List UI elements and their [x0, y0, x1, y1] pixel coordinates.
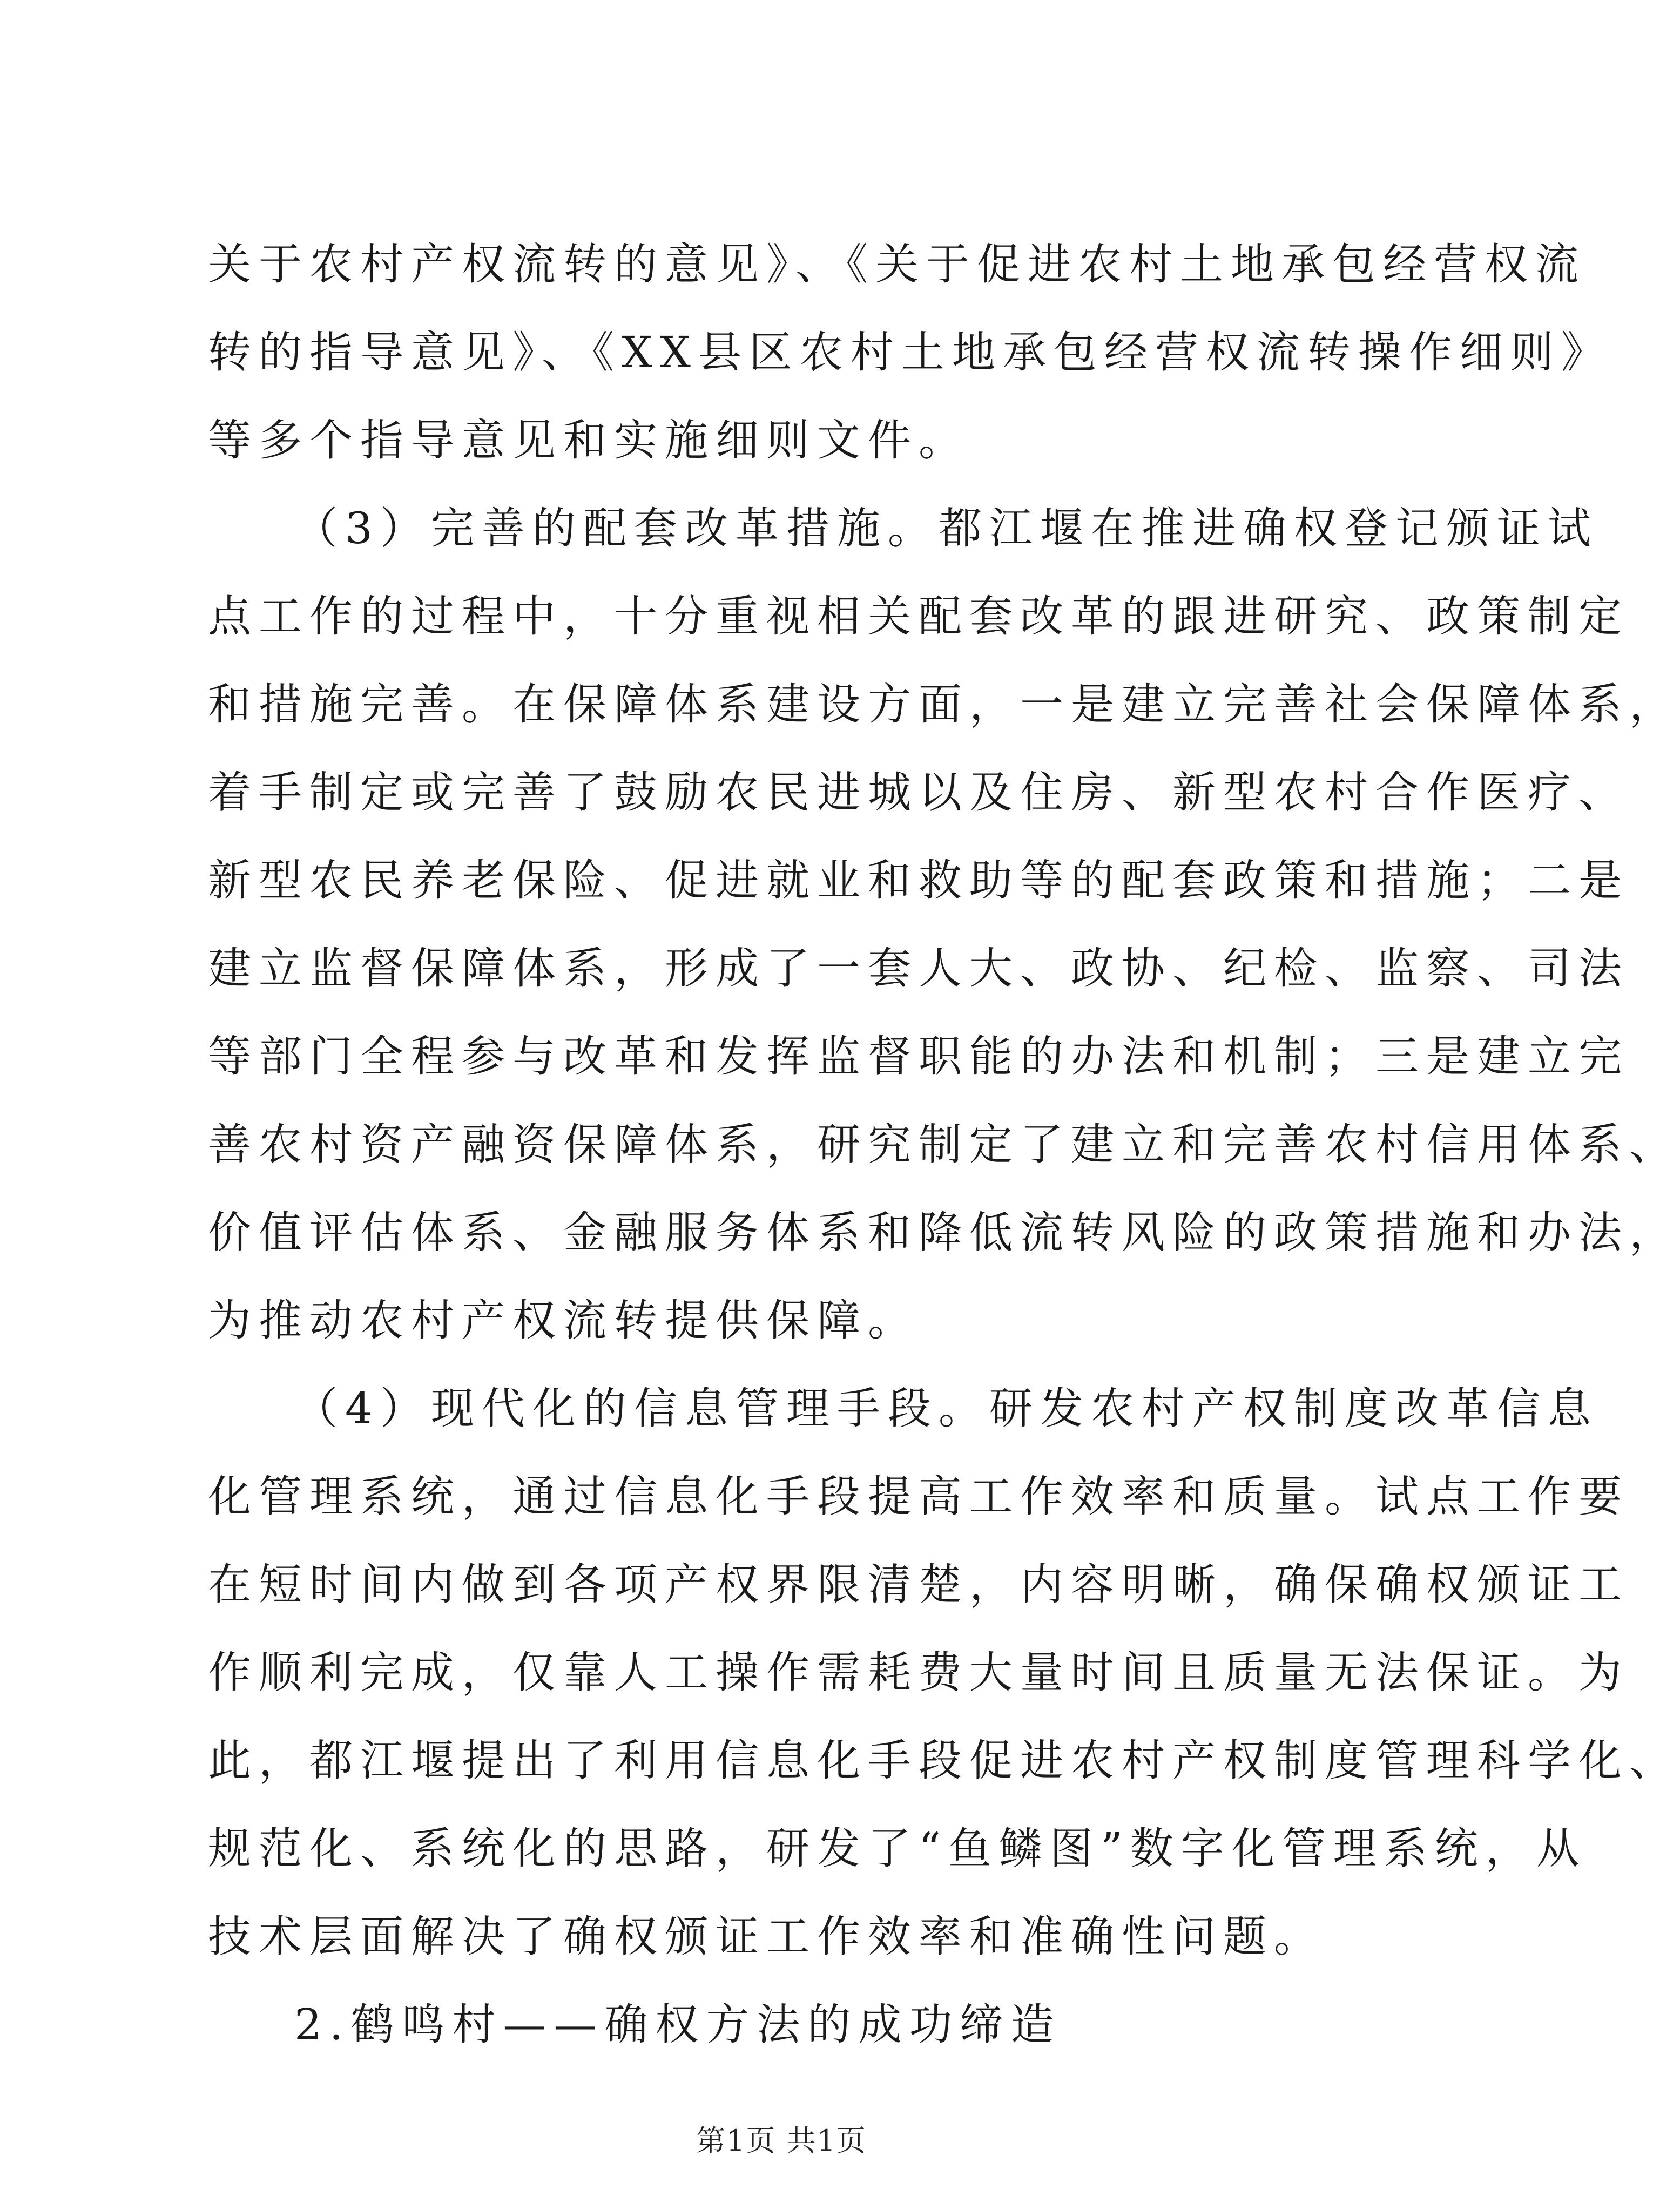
page-footer: 第1页 共1页: [696, 2124, 867, 2158]
paragraph-line: （4）现代化的信息管理手段。研发农村产权制度改革信息: [294, 1383, 1598, 1434]
paragraph-line: 化管理系统，通过信息化手段提高工作效率和质量。试点工作要: [208, 1471, 1629, 1522]
paragraph-line: 建立监督保障体系，形成了一套人大、政协、纪检、监察、司法: [208, 943, 1629, 994]
paragraph-line: 此，都江堰提出了利用信息化手段促进农村产权制度管理科学化、: [208, 1735, 1680, 1786]
paragraph-line: 等部门全程参与改革和发挥监督职能的办法和机制；三是建立完: [208, 1031, 1629, 1082]
paragraph-line: 技术层面解决了确权颁证工作效率和准确性问题。: [208, 1911, 1325, 1962]
paragraph-line: 为推动农村产权流转提供保障。: [208, 1295, 919, 1346]
paragraph-line: 善农村资产融资保障体系，研究制定了建立和完善农村信用体系、: [208, 1119, 1680, 1170]
paragraph-line: 新型农民养老保险、促进就业和救助等的配套政策和措施；二是: [208, 855, 1629, 905]
section-heading: 2.鹤鸣村——确权方法的成功缔造: [294, 1999, 1062, 2050]
paragraph-line: 和措施完善。在保障体系建设方面，一是建立完善社会保障体系，: [208, 679, 1680, 729]
paragraph-line: 关于农村产权流转的意见》、《关于促进农村土地承包经营权流: [208, 239, 1586, 289]
paragraph-line: 价值评估体系、金融服务体系和降低流转风险的政策措施和办法，: [208, 1207, 1680, 1258]
paragraph-line: 转的指导意见》、《XX县区农村土地承包经营权流转操作细则》: [208, 327, 1612, 377]
paragraph-line: 点工作的过程中，十分重视相关配套改革的跟进研究、政策制定: [208, 591, 1629, 641]
paragraph-line: 着手制定或完善了鼓励农民进城以及住房、新型农村合作医疗、: [208, 767, 1629, 817]
paragraph-line: 规范化、系统化的思路，研发了“鱼鳞图”数字化管理系统，从: [208, 1823, 1587, 1874]
paragraph-line: 在短时间内做到各项产权界限清楚，内容明晰，确保确权颁证工: [208, 1559, 1629, 1610]
paragraph-line: 作顺利完成，仅靠人工操作需耗费大量时间且质量无法保证。为: [208, 1647, 1629, 1698]
paragraph-line: 等多个指导意见和实施细则文件。: [208, 415, 969, 465]
paragraph-line: （3）完善的配套改革措施。都江堰在推进确权登记颁证试: [294, 503, 1598, 553]
